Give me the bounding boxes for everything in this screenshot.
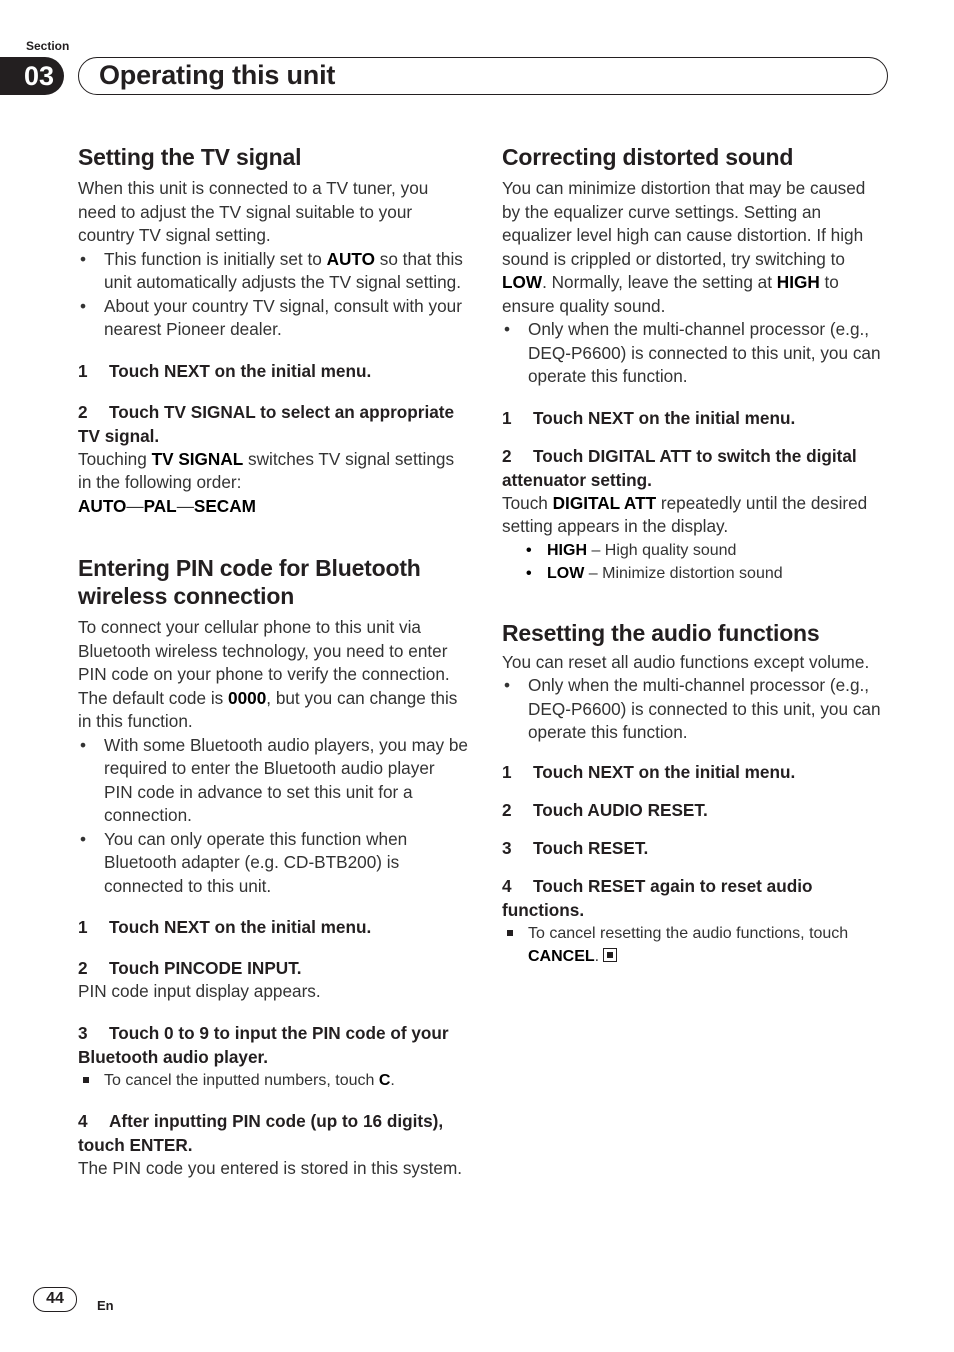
pin-bullets [78,734,468,899]
section-label: Section [26,39,70,53]
list-item: • About your country TV signal, consult with your nearest Pioneer dealer. [78,295,468,342]
pin-step-3-note: To cancel the inputted numbers, touch C. [78,1069,468,1092]
pin-step-3: 3 Touch 0 to 9 to input the PIN code of your Bluetooth audio player. [78,1022,449,1067]
tv-bullets [78,248,468,342]
list-item: • With some Bluetooth audio players, you may be required to enter the Bluetooth audio player PIN code in advance to set this unit for a connection. [78,734,468,828]
list-item: • LOW – Minimize distortion sound [524,562,888,585]
pin-step-4-body: The PIN code you entered is stored in this system. [78,1157,463,1178]
tv-intro: When this unit is connected to a TV tuner, you need to adjust the TV signal suitable to your country TV signal setting. [78,178,429,245]
reset-bullets [502,674,888,745]
reset-step-1: 1 Touch NEXT on the initial menu. [502,761,796,782]
reset-intro: You can reset all audio functions except volume. [502,651,870,672]
tv-signal-order: AUTO—PAL—SECAM [78,495,256,516]
right-column [502,140,888,968]
heading-pin-code: Entering PIN code for Bluetooth wireless connection [78,555,421,609]
reset-step-4-note: To cancel resetting the audio functions, touch CANCEL. [502,922,888,968]
distort-step-1: 1 Touch NEXT on the initial menu. [502,407,796,428]
section-number-badge: 03 [0,57,64,95]
reset-step-4: 4 Touch RESET again to reset audio functions. [502,875,813,920]
list-item: • HIGH – High quality sound [524,539,888,562]
tv-step-2-body: Touching TV SIGNAL switches TV signal settings in the following order: [78,448,455,492]
distort-intro: You can minimize distortion that may be caused by the equalizer curve settings. Setting an equalizer level high can cause distortion. If high sound is crippled or distorted, try switching to LOW. Normally, leave the setting at HIGH to ensure quality sound. [502,178,866,316]
reset-step-3: 3 Touch RESET. [502,837,649,858]
language-code: En [97,1298,114,1313]
pin-step-2-body: PIN code input display appears. [78,981,321,1001]
pin-intro: To connect your cellular phone to this unit via Bluetooth wireless technology, you need to enter PIN code on your phone to verify the connection. The default code is 0000, but you can change this in this function. [78,617,458,731]
attenuator-options [502,539,888,585]
end-mark-icon [603,948,617,962]
chapter-title-bar [78,57,888,95]
distort-bullets [502,318,888,389]
chapter-title: Operating this unit [99,60,336,90]
pin-step-4: 4 After inputting PIN code (up to 16 digits), touch ENTER. [78,1110,444,1155]
heading-distorted-sound: Correcting distorted sound [502,144,794,170]
list-item: • Only when the multi-channel processor (e.g., DEQ-P6600) is connected to this unit, you can operate this function. [502,674,888,745]
distort-step-2: 2 Touch DIGITAL ATT to switch the digital attenuator setting. [502,445,857,490]
list-item: • You can only operate this function when Bluetooth adapter (e.g. CD-BTB200) is connected to this unit. [78,828,468,899]
heading-tv-signal: Setting the TV signal [78,144,302,170]
page-number: 44 [33,1287,77,1312]
pin-step-2: 2 Touch PINCODE INPUT. [78,958,302,978]
tv-step-1: 1 Touch NEXT on the initial menu. [78,360,372,381]
distort-step-2-body: Touch DIGITAL ATT repeatedly until the desired setting appears in the display. [502,492,868,536]
pin-step-1: 1 Touch NEXT on the initial menu. [78,917,372,937]
left-column [78,140,468,1180]
list-item: • Only when the multi-channel processor (e.g., DEQ-P6600) is connected to this unit, you can operate this function. [502,318,888,389]
reset-step-2: 2 Touch AUDIO RESET. [502,799,708,820]
tv-step-2: 2 Touch TV SIGNAL to select an appropriate TV signal. [78,401,455,446]
list-item: • This function is initially set to AUTO so that this unit automatically adjusts the TV signal setting. [78,248,468,295]
heading-reset-audio: Resetting the audio functions [502,619,820,646]
